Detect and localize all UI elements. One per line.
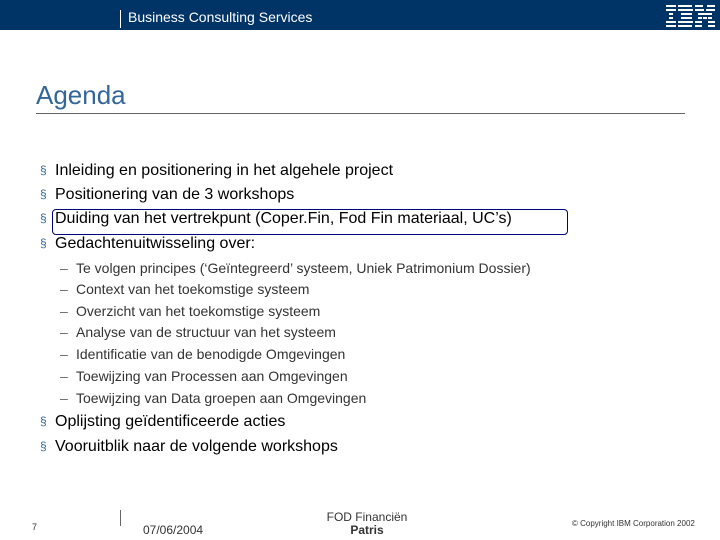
bullet-text: Oplijsting geïdentificeerde acties: [55, 413, 286, 430]
page-number: 7: [32, 522, 38, 532]
sub-bullet-marker: –: [60, 368, 68, 384]
sub-bullet-text: Toewijzing van Data groepen aan Omgevingen: [76, 390, 367, 406]
sub-bullet-text: Identificatie van de benodigde Omgevingen: [76, 346, 346, 362]
bullet-text: Vooruitblik naar de volgende workshops: [55, 438, 338, 455]
footer-org-line2: Patris: [350, 523, 384, 537]
bullet-marker: §: [40, 163, 47, 177]
bullet-text: Inleiding en positionering in het algehele project: [55, 162, 394, 179]
bullet-marker: §: [40, 414, 47, 428]
sub-bullet-marker: –: [60, 281, 68, 297]
bullet-text: Gedachtenuitwisseling over:: [55, 235, 256, 252]
bullet-marker: §: [40, 211, 47, 225]
sub-bullet-marker: –: [60, 324, 68, 340]
ibm-logo-icon: [666, 3, 716, 27]
sub-bullet-text: Te volgen principes (‘Geïntegreerd’ systeem, Uniek Patrimonium Dossier): [76, 260, 531, 276]
sub-bullet-marker: –: [60, 260, 68, 276]
footer-org-line1: FOD Financiën: [326, 510, 408, 524]
header-bar: [0, 0, 720, 30]
slide-title: Agenda: [36, 80, 126, 110]
sub-bullet-marker: –: [60, 346, 68, 362]
bullet-text: Duiding van het vertrekpunt (Coper.Fin, Fod Fin materiaal, UC’s): [55, 210, 512, 227]
sub-bullet-marker: –: [60, 303, 68, 319]
sub-bullet-text: Overzicht van het toekomstige systeem: [76, 303, 321, 319]
sub-bullet-text: Toewijzing van Processen aan Omgevingen: [76, 368, 348, 384]
footer-organization: [318, 511, 416, 537]
header-divider: [120, 10, 121, 28]
bullet-marker: §: [40, 187, 47, 201]
sub-bullet-marker: –: [60, 390, 68, 406]
sub-bullet-text: Analyse van de structuur van het systeem: [76, 324, 336, 340]
bullet-marker: §: [40, 439, 47, 453]
footer-divider: [120, 510, 121, 526]
brand-text: Business Consulting Services: [128, 9, 313, 25]
bullet-marker: §: [40, 236, 47, 250]
bullet-text: Positionering van de 3 workshops: [55, 186, 295, 203]
title-underline: [36, 113, 685, 114]
footer-date: 07/06/2004: [143, 523, 204, 537]
footer-copyright: © Copyright IBM Corporation 2002: [572, 519, 695, 528]
sub-bullet-text: Context van het toekomstige systeem: [76, 281, 310, 297]
highlight-box: [52, 209, 568, 235]
